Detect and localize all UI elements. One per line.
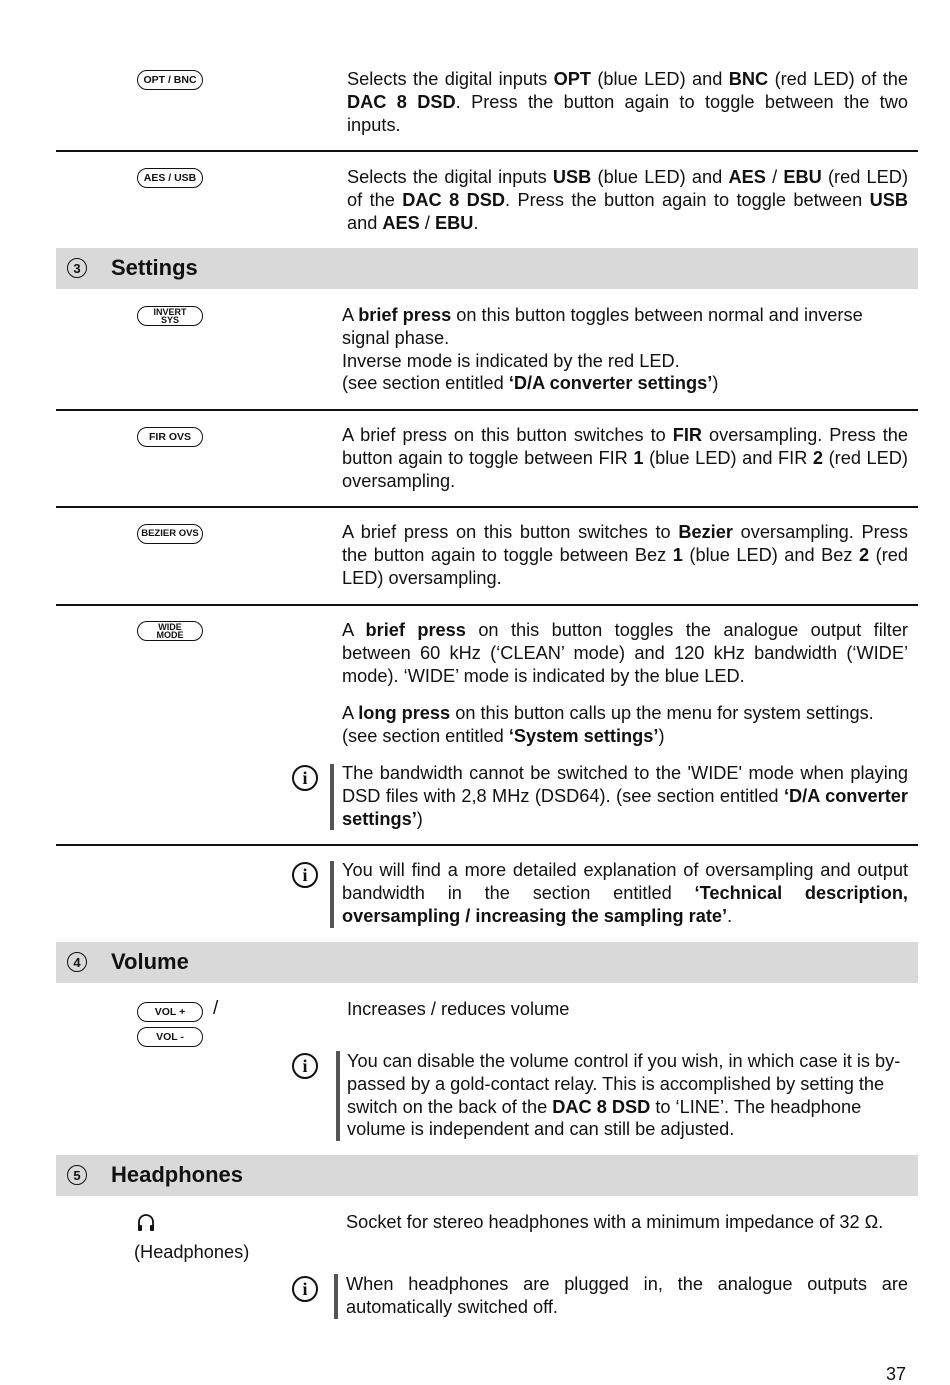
- button-line: WIDE: [158, 622, 182, 632]
- fir-ovs-button: FIR OVS: [137, 427, 203, 447]
- divider: [56, 409, 918, 411]
- headphones-note: When headphones are plugged in, the analogue outputs are automatically switched off.: [346, 1274, 908, 1317]
- wide-brief-press-description: A brief press on this button toggles the analogue output filter between 60 kHz (‘CLEAN’ mode) and 120 kHz bandwidth (‘WIDE’ mode). ‘WIDE’ mode is indicated by the blue LED.: [342, 620, 908, 686]
- info-icon: i: [292, 862, 318, 888]
- section-header-headphones: [56, 1155, 918, 1196]
- section-number: 4: [67, 952, 87, 972]
- button-line: MODE: [156, 630, 184, 640]
- volume-bypass-note: You can disable the volume control if you wish, in which case it is by-passed by a gold-contact relay. This is accomplished by setting the switch on the back of the DAC 8 DSD to ‘LINE’. The headphone volume is independent and can still be adjusted.: [347, 1051, 901, 1140]
- wide-mode-button: [137, 621, 203, 641]
- note-bar: [336, 1051, 340, 1141]
- info-icon: i: [292, 1053, 318, 1079]
- oversampling-reference-note: You will find a more detailed explanation of oversampling and output bandwidth in the section entitled ‘Technical description, oversampling / increasing the sampling rate’.: [342, 860, 908, 926]
- wide-long-press-description: A long press on this button calls up the menu for system settings. (see section entitled ‘System settings’): [342, 703, 874, 746]
- page-number: 37: [886, 1364, 907, 1384]
- divider: [56, 506, 918, 508]
- opt-bnc-description: Selects the digital inputs OPT (blue LED) and BNC (red LED) of the DAC 8 DSD. Press the button again to toggle between the two inputs.: [347, 69, 908, 135]
- divider: [56, 604, 918, 606]
- section-header-settings: [56, 248, 918, 289]
- wide-dsd-note: The bandwidth cannot be switched to the 'WIDE' mode when playing DSD files with 2,8 MHz (DSD64). (see section entitled ‘D/A converter settings’): [342, 763, 908, 829]
- headphones-label: (Headphones): [134, 1242, 250, 1262]
- vol-plus-button: VOL +: [137, 1002, 203, 1022]
- info-icon: i: [292, 1276, 318, 1302]
- bezier-ovs-button: BEZIER OVS: [137, 524, 203, 544]
- aes-usb-button: AES / USB: [137, 168, 203, 188]
- section-number: 5: [67, 1165, 87, 1185]
- headphones-icon: [136, 1213, 156, 1233]
- note-bar: [330, 861, 334, 928]
- button-separator: /: [213, 998, 219, 1019]
- invert-led-note: Inverse mode is indicated by the red LED.: [342, 350, 680, 371]
- bezier-description: A brief press on this button switches to Bezier oversampling. Press the button again to toggle between Bez 1 (blue LED) and Bez 2 (red LED) oversampling.: [342, 522, 908, 588]
- section-title: Settings: [111, 255, 198, 280]
- section-header-volume: [56, 942, 918, 983]
- section-number: 3: [67, 258, 87, 278]
- button-line: SYS: [160, 315, 179, 325]
- note-bar: [334, 1274, 338, 1319]
- aes-usb-description: Selects the digital inputs USB (blue LED) and AES / EBU (red LED) of the DAC 8 DSD. Press the button again to toggle between USB and AES / EBU.: [347, 167, 909, 233]
- divider: [56, 844, 918, 846]
- fir-description: A brief press on this button switches to FIR oversampling. Press the button again to toggle between FIR 1 (blue LED) and FIR 2 (red LED) oversampling.: [342, 425, 908, 491]
- info-icon: i: [292, 765, 318, 791]
- button-line: INVERT: [153, 307, 187, 317]
- section-title: Headphones: [111, 1162, 244, 1187]
- vol-minus-button: VOL -: [137, 1027, 203, 1047]
- headphones-description: Socket for stereo headphones with a minimum impedance of 32 Ω.: [346, 1212, 884, 1232]
- invert-sys-button: [137, 306, 203, 326]
- invert-see-section: (see section entitled ‘D/A converter settings’): [342, 373, 719, 394]
- section-title: Volume: [111, 949, 189, 974]
- divider: [56, 150, 918, 152]
- note-bar: [330, 764, 334, 830]
- volume-description: Increases / reduces volume: [347, 999, 570, 1019]
- invert-description: A brief press on this button toggles between normal and inverse signal phase. Inverse mode is indicated by the red LED. (see section entitled ‘D/A converter settings’): [342, 304, 908, 395]
- opt-bnc-button: OPT / BNC: [137, 70, 203, 90]
